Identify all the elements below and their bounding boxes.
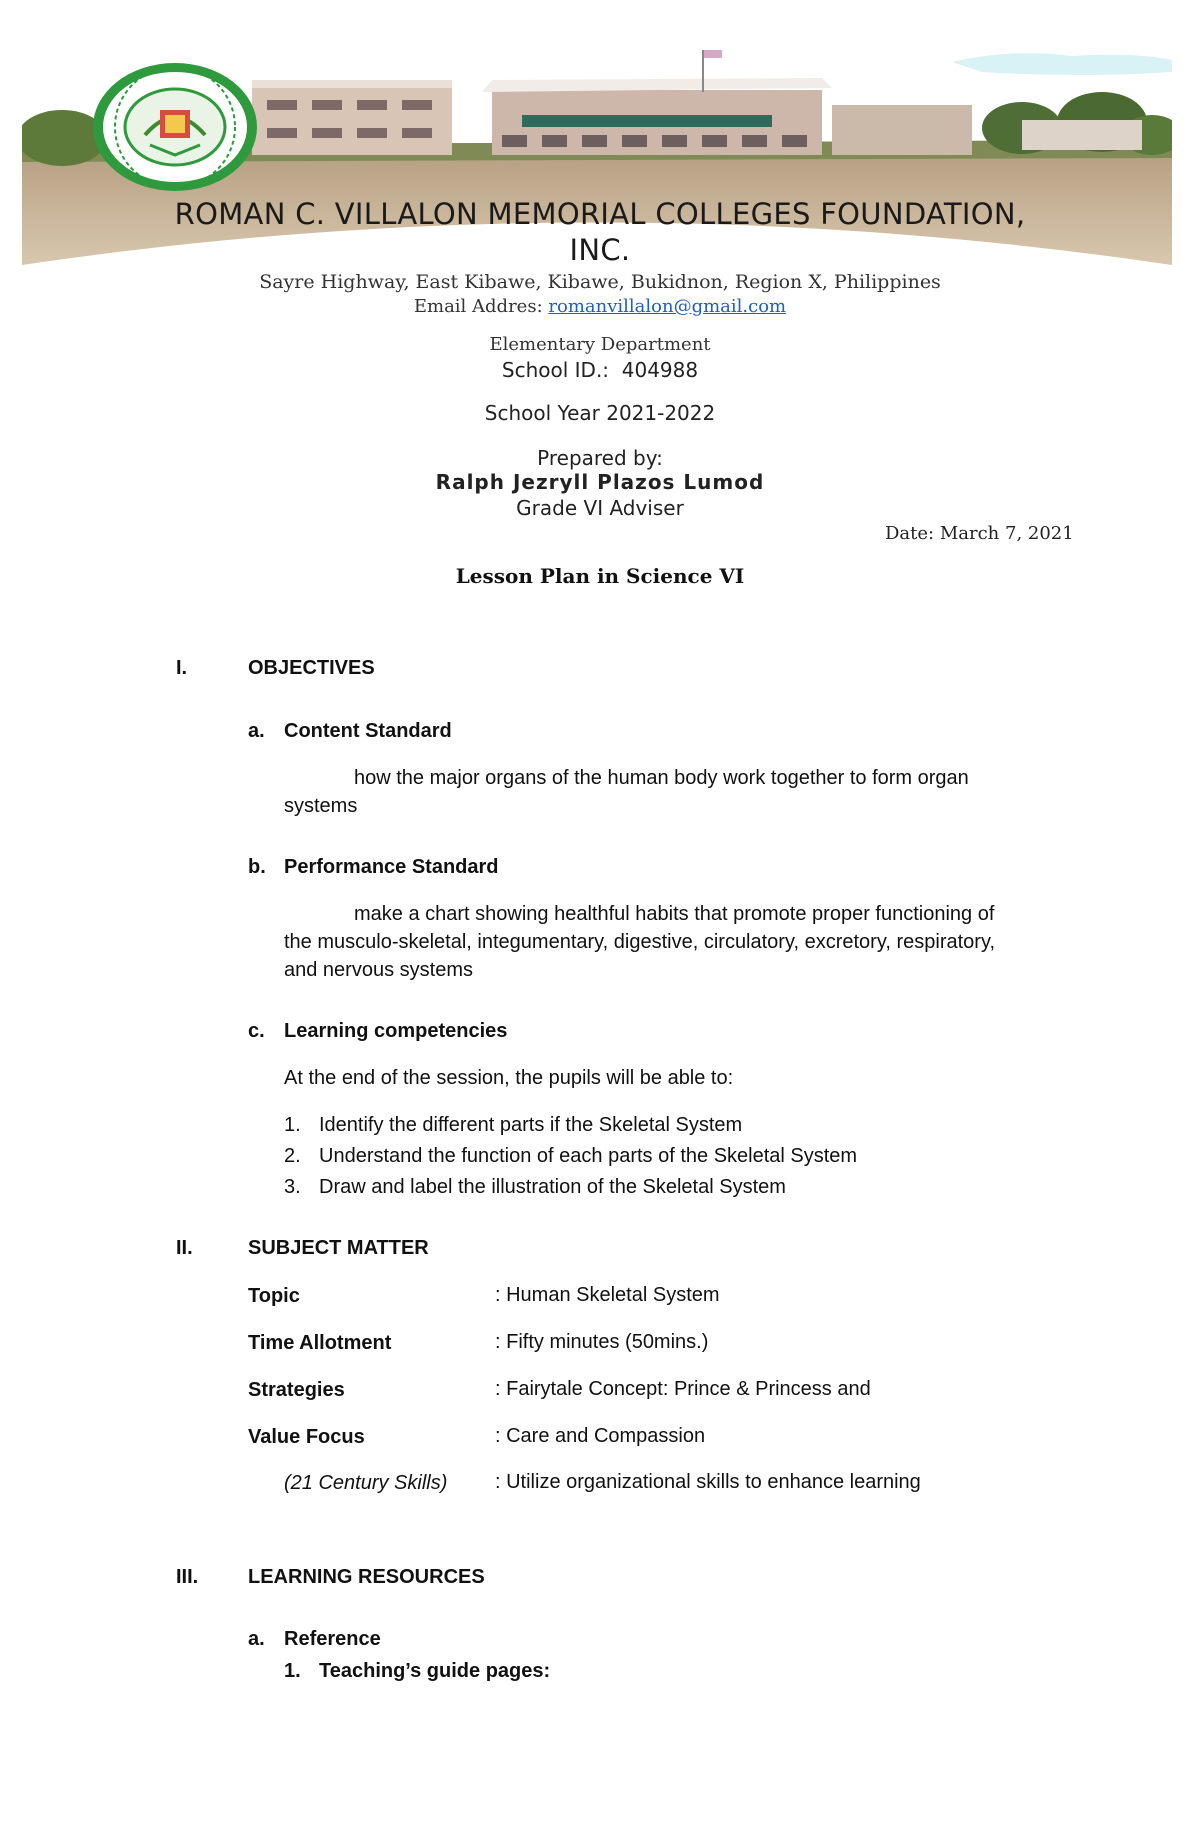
list-item-number: 1.	[284, 1660, 301, 1682]
subject-row-label: Topic	[248, 1285, 300, 1307]
subject-row-label: (21 Century Skills)	[284, 1472, 448, 1494]
performance-standard-label: Performance Standard	[284, 856, 499, 878]
list-item-number: 3.	[284, 1176, 301, 1198]
email-line	[0, 296, 1200, 317]
section-heading-learning-resources: LEARNING RESOURCES	[248, 1566, 485, 1588]
section-heading-subject-matter: SUBJECT MATTER	[248, 1237, 429, 1259]
list-item-number: 2.	[284, 1145, 301, 1167]
learning-competencies-label: Learning competencies	[284, 1020, 508, 1042]
organization-name-line2: INC.	[569, 233, 631, 267]
school-address: Sayre Highway, East Kibawe, Kibawe, Bukidnon, Region X, Philippines	[259, 271, 941, 293]
school-id: School ID.: 404988	[501, 358, 699, 382]
content-standard-text-line2: systems	[284, 795, 358, 817]
performance-standard-text-line1: make a chart showing healthful habits that promote proper functioning of	[354, 903, 995, 925]
subject-row-value: : Utilize organizational skills to enhance learning	[495, 1471, 921, 1493]
subsection-letter: a.	[248, 720, 265, 742]
list-item: Identify the different parts if the Skeletal System	[319, 1114, 743, 1136]
list-item-number: 1.	[284, 1114, 301, 1136]
content-standard-label: Content Standard	[284, 720, 452, 742]
performance-standard-text-line2: the musculo-skeletal, integumentary, digestive, circulatory, excretory, respiratory,	[284, 931, 996, 953]
performance-standard-text-line3: and nervous systems	[284, 959, 473, 981]
organization-name	[0, 196, 1200, 268]
school-seal-icon	[90, 60, 260, 195]
content-standard-text-line1: how the major organs of the human body work together to form organ	[354, 767, 969, 789]
subject-row-value: : Fifty minutes (50mins.)	[495, 1331, 709, 1353]
preparer-name: Ralph Jezryll Plazos Lumod	[435, 470, 765, 494]
email-label: Email Addres:	[413, 296, 543, 317]
prepared-by-label: Prepared by:	[537, 446, 663, 470]
subsection-letter: a.	[248, 1628, 265, 1650]
list-item: Teaching’s guide pages:	[319, 1660, 551, 1682]
preparer-role: Grade VI Adviser	[516, 496, 684, 520]
school-year: School Year 2021-2022	[484, 401, 716, 425]
learning-competencies-intro: At the end of the session, the pupils will be able to:	[284, 1067, 734, 1089]
subject-row-label: Time Allotment	[248, 1332, 392, 1354]
subject-row-label: Value Focus	[248, 1426, 365, 1448]
email-link[interactable]: romanvillalon@gmail.com	[548, 296, 787, 317]
document-date: Date: March 7, 2021	[885, 523, 1074, 544]
subsection-letter: c.	[248, 1020, 265, 1042]
subject-row-value: : Fairytale Concept: Prince & Princess and	[495, 1378, 871, 1400]
subject-row-value: : Care and Compassion	[495, 1425, 706, 1447]
subject-row-value: : Human Skeletal System	[495, 1284, 720, 1306]
section-numeral: III.	[176, 1566, 199, 1588]
organization-name-line1: ROMAN C. VILLALON MEMORIAL COLLEGES FOUNDATION,	[174, 197, 1026, 231]
section-numeral: I.	[176, 657, 188, 679]
subsection-letter: b.	[248, 856, 266, 878]
list-item: Draw and label the illustration of the Skeletal System	[319, 1176, 786, 1198]
section-heading-objectives: OBJECTIVES	[248, 657, 375, 679]
document-title: Lesson Plan in Science VI	[455, 564, 745, 588]
section-numeral: II.	[176, 1237, 193, 1259]
subject-row-label: Strategies	[248, 1379, 345, 1401]
reference-label: Reference	[284, 1628, 381, 1650]
department-label: Elementary Department	[489, 334, 711, 355]
list-item: Understand the function of each parts of the Skeletal System	[319, 1145, 858, 1167]
